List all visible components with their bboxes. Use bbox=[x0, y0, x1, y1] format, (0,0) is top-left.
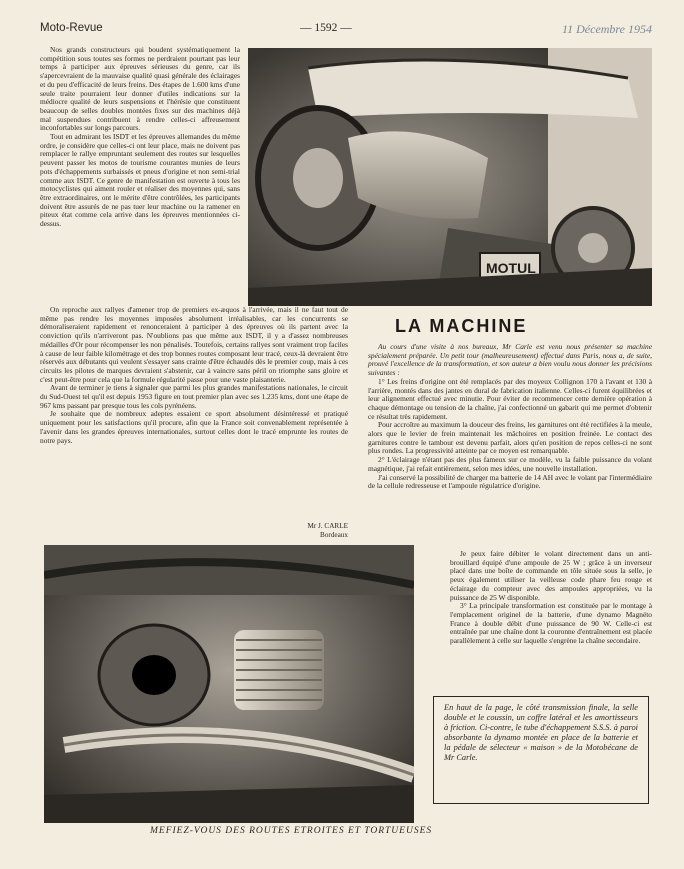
machine-article-column bbox=[368, 343, 652, 491]
machine-article-continued bbox=[450, 550, 652, 646]
paragraph: 1° Les freins d'origine ont été remplacés par des moyeux Collignon 170 à l'avant et 130 à l'arrière, montés dans des jantes en dural de fabrication italienne. Celles-ci furent équilibrées et leur alignement effectué avec minutie. Pour éviter de recommencer cette dernière opération à chaque démontage ou tension de la chaîne, j'ai confectionné un gabarit qui me permet d'obtenir ce résultat très rapidement. bbox=[368, 376, 652, 421]
paragraph: Avant de terminer je tiens à signaler que parmi les plus grandes manifestations nationales, le circuit du Sud-Ouest tel qu'il est depuis 1953 figure en tout premier plan avec ses 1.235 kms, dont une étape de 967 kms passant par presque tous les cols pyrénéens. bbox=[40, 383, 348, 410]
author-name: Mr J. CARLE bbox=[307, 522, 348, 530]
paragraph: Je souhaite que de nombreux adeptes essaient ce sport absolument désintéressé et pratiqué uniquement pour les satisfactions qu'il procure, afin que la France soit convenablement représentée à l'avenir dans les grandes épreuves internationales, surtout celles dont le tracé emprunte les routes de notre pays. bbox=[40, 409, 348, 445]
section-title: LA MACHINE bbox=[395, 316, 528, 336]
paragraph: J'ai conservé la possibilité de charger ma batterie de 14 AH avec le volant par l'intermédiaire de la cellule redresseuse et l'ampoule régulatrice d'origine. bbox=[368, 472, 652, 491]
motorcycle-transmission-photo bbox=[248, 48, 652, 306]
photo-caption: En haut de la page, le côté transmission finale, la selle double et le coussin, un coffre latéral et les amortisseurs à friction. Ci-contre, le tube d'échappement S.S.S. à paroi absorbante la dynamo montée en place de la batterie et la pédale de sélecteur « maison » de la Motobécane de Mr Carle. bbox=[433, 696, 649, 804]
paragraph: Je peux faire débiter le volant directement dans un anti-brouillard équipé d'une ampoule de 25 W ; grâce à un inverseur placé dans une boîte de commande en tôle située sous la selle, je peux également utiliser la veilleuse code phare feu rouge et éclairage du compteur avec des ampoules appropriées, vu la puissance de 25 W disponible. bbox=[450, 549, 652, 602]
continued-article-text bbox=[40, 306, 348, 445]
left-article-column bbox=[40, 46, 240, 229]
author-city: Bordeaux bbox=[320, 531, 348, 539]
footer-slogan: MEFIEZ-VOUS DES ROUTES ETROITES ET TORTUEUSES bbox=[150, 826, 433, 836]
paragraph: Tout en admirant les ISDT et les épreuves allemandes du même ordre, je considère que celles-ci ont leur place, mais ne doivent pas remplacer le rallye empruntant seulement des routes sur lesquelles peuvent passer les motos de tourisme courantes munies de leurs pots d'échappements surbaissés et pneus d'origine et non semi-trial comme aux ISDT. Ce genre de manifestation est ouverte à tous les motocyclistes qui aiment rouler et réaliser des moyennes qui, sans être extraordinaires, ont le mérite d'être contrôlées, les participants doivent être assurés de ne pas tuer leur machine ou la ramener en piteux état comme cela arrive dans les épreuves mentionnées ci-dessus. bbox=[40, 132, 240, 229]
photo-graphic bbox=[248, 48, 652, 306]
photo-graphic bbox=[44, 545, 414, 823]
page-number: — 1592 — bbox=[300, 22, 352, 34]
author-signature bbox=[238, 522, 348, 540]
magazine-name: Moto-Revue bbox=[40, 22, 103, 34]
motorcycle-engine-photo bbox=[44, 545, 414, 823]
paragraph: 3° La principale transformation est constituée par le montage à l'emplacement originel de la batterie, d'une dynamo Magnéto France à double débit d'une puissance de 90 W. Celle-ci est entraînée par une chaîne dont la couronne d'entraînement est placée parallèlement à celle sur laquelle s'engrène la chaîne secondaire. bbox=[450, 601, 652, 646]
paragraph: On reproche aux rallyes d'amener trop de premiers ex-æquos à l'arrivée, mais il ne faut tout de même pas rendre les moyennes imposées absolument irréalisables, car les concurrents se démoraliseraient rapidement et renonceraient à participer à des épreuves où ils partent avec la conviction qu'ils n'arriveront pas. N'oublions pas que même aux ISDT, il y a d'assez nombreuses médailles d'Or pour récompenser les non pénalisés. Toutefois, certains rallyes sont vraiment trop faciles à cause de leur faible kilométrage et des trop bonnes routes composant leur tracé, ceux-là devraient être réservés aux débutants qui veulent s'essayer sans crainte d'être échaudés dès le premier coup, mais à ces circuits les pilotes de marques devraient s'abstenir, car à vaincre sans péril on triomphe sans gloire et c'est peut-être pour cela que la formule régularité passe pour une vaste plaisanterie. bbox=[40, 305, 348, 384]
intro-paragraph: Au cours d'une visite à nos bureaux, Mr Carle est venu nous présenter sa machine spécialement préparée. Un petit tour (malheureusement) effectué dans Paris, nous a, de suite, prouvé l'excellence de la transformation, et son auteur a bien voulu nous donner les précisions suivantes : bbox=[368, 342, 652, 378]
paragraph: Pour accroître au maximum la douceur des freins, les garnitures ont été rectifiées à la meule, alors que le levier de frein maintenait les mâchoires en position freinée. Le contact des garnitures contre le tambour est devenu parfait, alors qu'en position de repos celles-ci ne sont plus rondes. La progressivité atteinte par ce moyen est remarquable. bbox=[368, 420, 652, 456]
paragraph: 2° L'éclairage n'étant pas des plus fameux sur ce modèle, vu la faible puissance du volant magnétique, j'ai refait entièrement, selon mes idées, une nouvelle installation. bbox=[368, 455, 652, 473]
motul-sign: MOTUL bbox=[486, 260, 536, 276]
handwritten-date: 11 Décembre 1954 bbox=[562, 22, 652, 36]
paragraph: Nos grands constructeurs qui boudent systématiquement la compétition sous toutes ses formes ne perdraient pourtant pas leur temps à participer aux épreuves sérieuses du genre, car ils s'apercevraient de la mauvaise qualité quasi générale des éclairages et du peu d'efficacité de leurs freins. Des étapes de 1.600 kms d'une seule traite pourraient leur donner d'utiles indications sur la médiocre qualité de leurs suspensions et l'hérésie que constituent beaucoup de selles doubles montées fixes sur des machines déjà mal suspendues contribuent à rendre celles-ci affreusement inconfortables sur longs parcours. bbox=[40, 45, 240, 133]
